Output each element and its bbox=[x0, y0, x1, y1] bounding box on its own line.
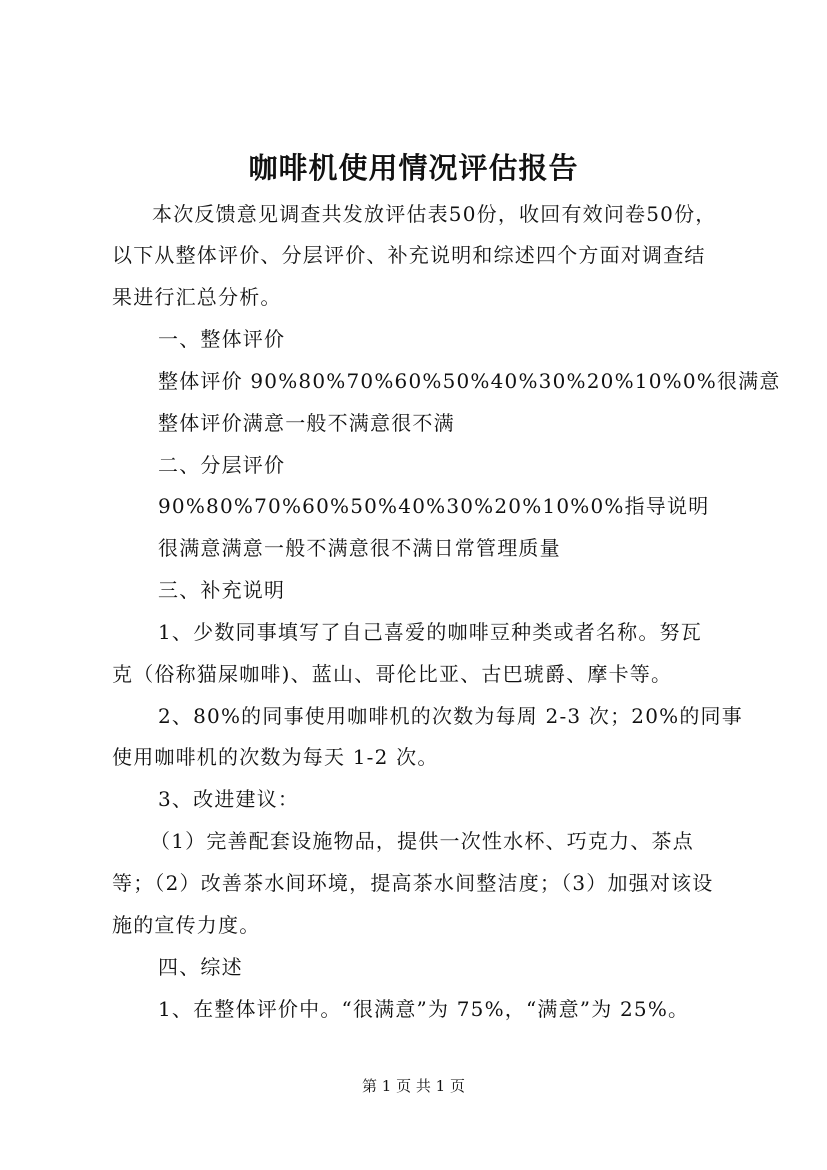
paragraph-line: 本次反馈意见调查共发放评估表50份，收回有效问卷50份， bbox=[152, 202, 717, 226]
paragraph-line: 1、少数同事填写了自己喜爱的咖啡豆种类或者名称。努瓦 bbox=[158, 620, 702, 644]
section-heading: 四、综述 bbox=[158, 955, 243, 979]
section-heading: 三、补充说明 bbox=[158, 578, 286, 602]
paragraph-line: 2、80%的同事使用咖啡机的次数为每周 2-3 次；20%的同事 bbox=[158, 704, 743, 728]
paragraph-line: 3、改进建议： bbox=[158, 787, 300, 811]
page-footer: 第 1 页 共 1 页 bbox=[362, 1077, 465, 1095]
paragraph-line: 使用咖啡机的次数为每天 1-2 次。 bbox=[112, 745, 439, 769]
paragraph-line: 果进行汇总分析。 bbox=[112, 285, 282, 309]
paragraph-line: 以下从整体评价、分层评价、补充说明和综述四个方面对调查结 bbox=[112, 243, 706, 267]
paragraph-line: 克（俗称猫屎咖啡)、蓝山、哥伦比亚、古巴琥爵、摩卡等。 bbox=[112, 662, 673, 686]
paragraph-line: 整体评价满意一般不满意很不满 bbox=[158, 411, 455, 435]
paragraph-line: （1）完善配套设施物品，提供一次性水杯、巧克力、茶点 bbox=[150, 829, 694, 853]
paragraph-line: 等；（2）改善茶水间环境，提高茶水间整洁度；（3）加强对该设 bbox=[112, 871, 714, 895]
section-heading: 二、分层评价 bbox=[158, 453, 286, 477]
paragraph-line: 1、在整体评价中。“很满意”为 75%，“满意”为 25%。 bbox=[158, 997, 690, 1021]
paragraph-line: 整体评价 90%80%70%60%50%40%30%20%10%0%很满意 bbox=[158, 369, 781, 393]
paragraph-line: 很满意满意一般不满意很不满日常管理质量 bbox=[158, 536, 561, 560]
paragraph-line: 施的宣传力度。 bbox=[112, 913, 261, 937]
document-title: 咖啡机使用情况评估报告 bbox=[248, 151, 579, 185]
section-heading: 一、整体评价 bbox=[158, 327, 286, 351]
paragraph-line: 90%80%70%60%50%40%30%20%10%0%指导说明 bbox=[158, 494, 710, 518]
